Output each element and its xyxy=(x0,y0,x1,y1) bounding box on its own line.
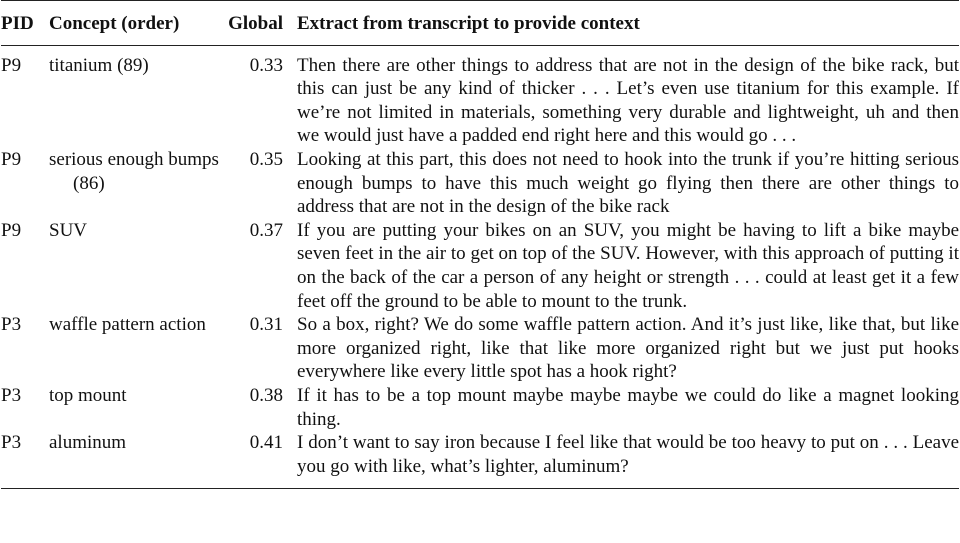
concept-text: serious enough bumps (86) xyxy=(49,148,219,194)
concept-text: top mount xyxy=(49,384,127,406)
transcript-table-container xyxy=(1,0,959,489)
cell-pid: P3 xyxy=(1,314,22,336)
cell-global: 0.35 xyxy=(249,148,283,170)
cell-concept xyxy=(47,313,223,384)
cell-global: 0.31 xyxy=(249,314,283,336)
cell-global: 0.33 xyxy=(249,54,283,76)
cell-concept xyxy=(47,431,223,489)
cell-concept xyxy=(47,45,223,148)
table-row xyxy=(1,384,959,431)
table-row xyxy=(1,313,959,384)
cell-pid: P3 xyxy=(1,432,22,454)
cell-global: 0.38 xyxy=(249,384,283,406)
cell-extract: If you are putting your bikes on an SUV, you might be having to lift a bike maybe seven feet in the air to get on top of the SUV. However, with this approach of putting it on the back of the car a person of any height or strength . . . could at least get it a few feet off the ground to be able to mount to the trunk. xyxy=(297,219,959,312)
cell-extract: So a box, right? We do some waffle pattern action. And it’s just like, like that, but like more organized right, like that like more organized right but we just put hooks everywhere like every little spot has a hook right? xyxy=(297,314,959,383)
table-row xyxy=(1,431,959,489)
cell-global: 0.41 xyxy=(249,432,283,454)
concept-text: waffle pattern action xyxy=(49,314,206,336)
cell-extract: If it has to be a top mount maybe maybe maybe we could do like a magnet looking thing. xyxy=(297,384,959,430)
concept-text: SUV xyxy=(49,219,88,241)
cell-pid: P9 xyxy=(1,219,22,241)
cell-pid: P3 xyxy=(1,384,22,406)
concept-text: titanium (89) xyxy=(49,54,149,76)
cell-pid: P9 xyxy=(1,148,22,170)
concept-text: aluminum xyxy=(49,432,127,454)
cell-concept xyxy=(47,219,223,313)
header-global: Global xyxy=(228,13,283,34)
cell-pid: P9 xyxy=(1,54,22,76)
transcript-concept-table xyxy=(1,0,959,489)
cell-extract: Then there are other things to address that are not in the design of the bike rack, but this can just be any kind of thicker . . . Let’s even use titanium for this example. If we’re not limited in materials, something very durable and lightweight, uh and then we would just have a padded end right here and this would go . . . xyxy=(297,54,959,147)
cell-extract: Looking at this part, this does not need to hook into the trunk if you’re hitting serious enough bumps to have this much weight go flying then there are other things to address that are not in the design of the bike rack xyxy=(297,148,959,218)
cell-concept xyxy=(47,384,223,431)
header-pid: PID xyxy=(1,13,34,34)
cell-extract: I don’t want to say iron because I feel like that would be too heavy to put on . . . Leave you go with like, what’s lighter, aluminum? xyxy=(297,432,959,477)
table-body xyxy=(1,45,959,489)
cell-concept xyxy=(47,148,223,219)
header-concept: Concept (order) xyxy=(49,13,180,34)
cell-global: 0.37 xyxy=(249,219,283,241)
header-row xyxy=(1,1,959,46)
table-row xyxy=(1,45,959,148)
header-extract: Extract from transcript to provide context xyxy=(297,13,640,34)
table-row xyxy=(1,148,959,219)
table-header xyxy=(1,1,959,46)
table-row xyxy=(1,219,959,313)
